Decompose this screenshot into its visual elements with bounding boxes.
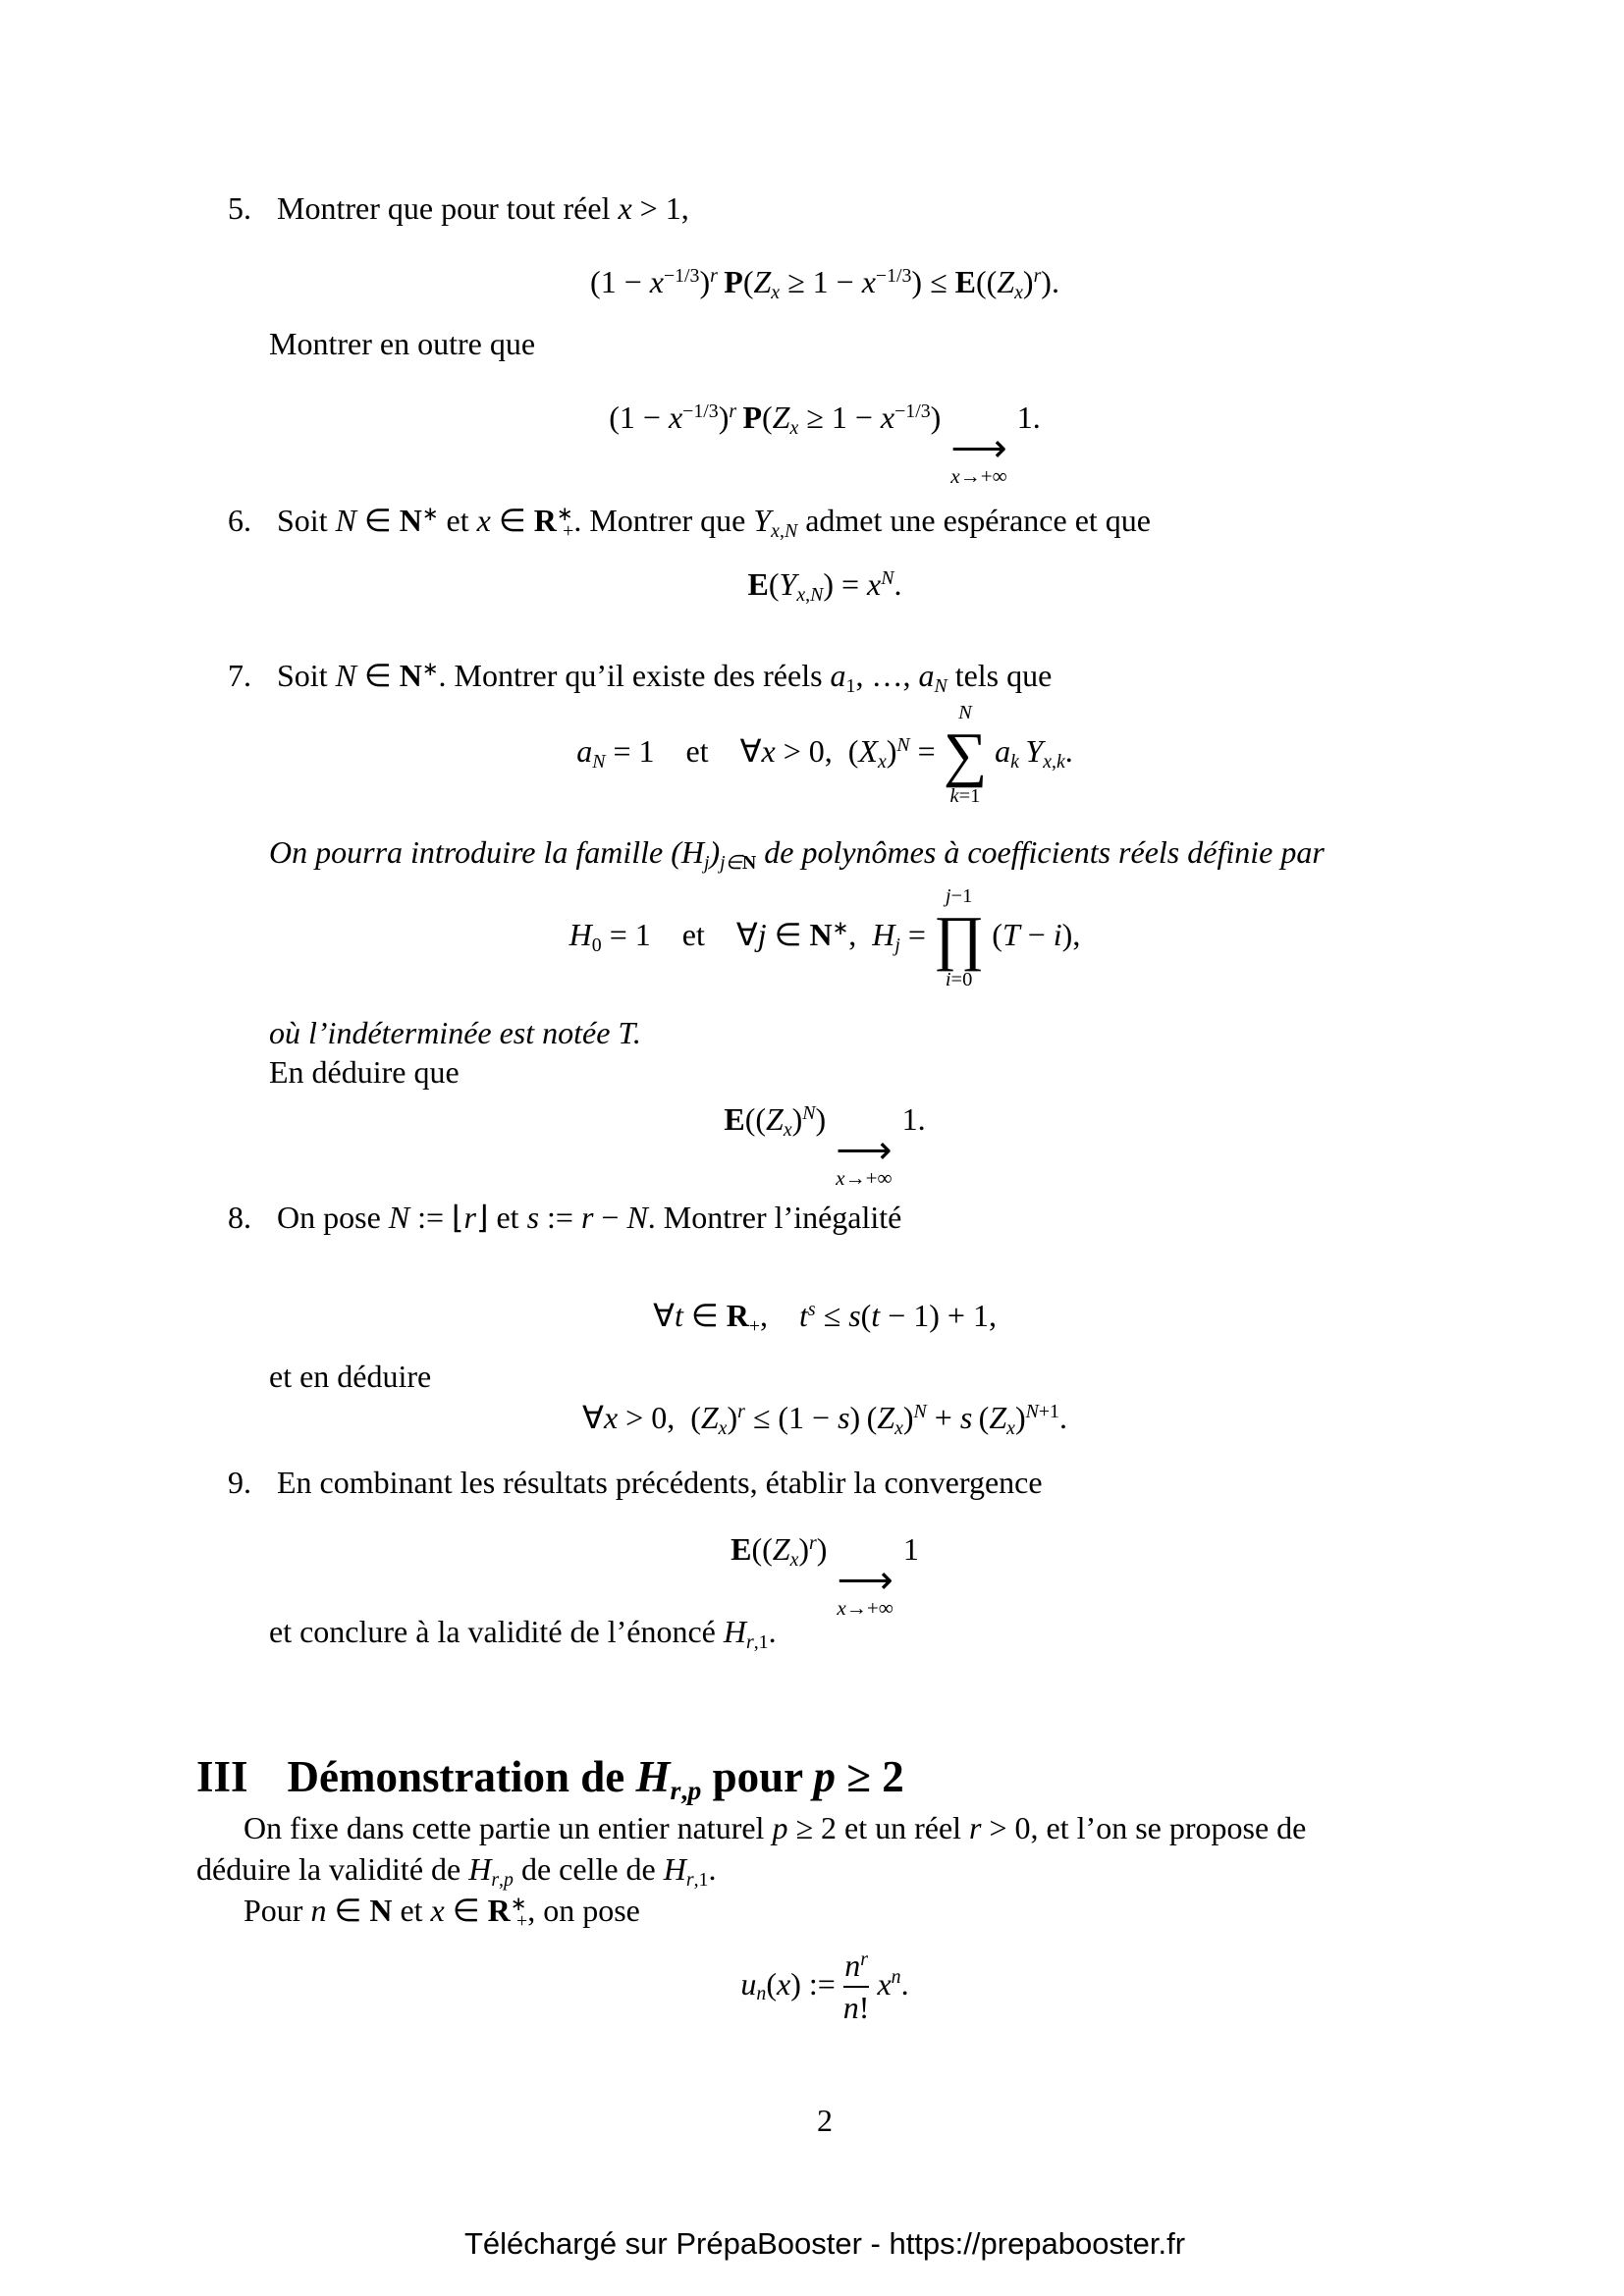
equation-7-2-lhs: $H_0 = 1$ et ∀j ∈ N∗, $H_j$ = [568,917,926,956]
equation-5-2-rhs: 1. [1016,400,1041,435]
equation-un [196,1949,1453,2025]
page-number: 2 [817,2103,833,2138]
item-9-number: 9. [228,1465,251,1500]
item-6-number: 6. [228,503,251,538]
long-arrow-icon: ⟶ [837,1557,893,1602]
equation-7-2 [196,885,1453,990]
product-upper-limit: j−1 [945,885,973,907]
item-6 [228,501,1151,540]
long-arrow-icon: ⟶ [836,1127,893,1172]
item-9 [228,1463,1043,1502]
item-8-number: 8. [228,1200,251,1235]
equation-7-1-lhs: $a_N = 1$ et ∀x > 0, $(X_x)^N$ = [576,733,936,773]
section-title: Démonstration de $H_{r,p}$ pour p ≥ 2 [287,1752,904,1806]
equation-7-1 [196,702,1453,807]
sum-lower-limit: k=1 [949,784,981,807]
equation-5-2-lhs: $(1 - x^{-1/3})^r$ $P(Z_x \ge 1 - x^{-1/3})$ [609,400,942,439]
section-paragraph-line-3: Pour n ∈ N et x ∈ $R^∗_+$, on pose [244,1893,640,1932]
section-number: III [196,1752,248,1801]
limit-arrow-subscript: x→+∞ [950,463,1007,488]
equation-un-rhs: $x^n$. [877,1965,909,2002]
item-9-text: En combinant les résultats précédents, établir la convergence [277,1465,1043,1500]
equation-5-1: $(1 - x^{-1/3})^r$ $P(Z_x \ge 1 - x^{-1/3}) \le E((Z_x)^r)$. [590,264,1059,303]
equation-7-1-rhs: $a_k$ $Y_{x,k}$. [995,733,1073,773]
product-lower-limit: i=0 [945,968,973,990]
product-icon: ∏ [933,903,985,972]
limit-arrow [837,1557,893,1620]
limit-arrow [950,425,1007,488]
limit-arrow-subscript: x→+∞ [837,1595,893,1620]
equation-9-1 [196,1529,1453,1619]
item-7 [228,656,1052,695]
equation-8-2: ∀x > 0, $(Z_x)^r \le (1 - s) (Z_x)^N + s$ $(Z_x)^{N+1}$. [582,1400,1067,1439]
product-operator [934,885,984,990]
item-7-number: 7. [228,658,251,693]
long-arrow-icon: ⟶ [950,425,1007,470]
item-8 [228,1198,901,1237]
item-5-number: 5. [228,190,251,226]
item-7-text-2: où l’indéterminée est notée T. [269,1015,641,1050]
fraction-numerator: $n^r$ [844,1948,868,1983]
limit-arrow-subscript: x→+∞ [836,1165,893,1190]
section-paragraph-line-2: déduire la validité de $H_{r,p}$ de celle de $H_{r,1}$. [196,1851,717,1891]
sum-upper-limit: N [958,702,972,723]
item-7-text-3: En déduire que [269,1054,460,1090]
item-5-text-2: Montrer en outre que [269,326,536,361]
item-8-text: On pose N := ⌊r⌋ et s := r − N. Montrer l’inégalité [277,1200,902,1235]
sum-icon: ∑ [943,720,988,788]
item-8-text-2: et en déduire [269,1359,432,1394]
footer-credit: Téléchargé sur PrépaBooster - https://prepabooster.fr [463,2226,1186,2261]
item-7-text: Soit N ∈ N∗. Montrer qu’il existe des réels $a_1$, …, $a_N$ tels que [277,658,1053,697]
equation-7-3 [196,1099,1453,1189]
equation-un-lhs: $u_n(x)$ := [740,1965,836,2005]
section-heading [196,1749,904,1804]
equation-9-1-lhs: $E((Z_x)^r)$ [731,1531,828,1571]
equation-7-3-rhs: 1. [901,1101,926,1137]
equation-6-1: $E(Y_{x,N}) = x^N$. [747,566,902,606]
equation-7-3-lhs: $E((Z_x)^N)$ [724,1101,827,1141]
item-5-text: Montrer que pour tout réel x > 1, [277,190,689,226]
fraction-bar [843,1986,870,1988]
fraction [843,1949,870,2025]
section-paragraph-line-1: On fixe dans cette partie un entier naturel p ≥ 2 et un réel r > 0, et l’on se propose de [244,1810,1307,1845]
item-6-text: Soit N ∈ N∗ et x ∈ $R^∗_+$. Montrer que $Y_{x,N}$ admet une espérance et que [277,503,1151,542]
item-7-hint: On pourra introduire la famille $(H_j)_{j\in N}$ de polynômes à coefficients réels définie par [269,834,1325,874]
item-9-text-2: et conclure à la validité de l’énoncé $H_{r,1}$. [269,1614,777,1653]
limit-arrow [836,1127,893,1190]
sum-operator [944,702,987,807]
fraction-denominator: n! [842,1990,870,2026]
equation-9-1-rhs: 1 [902,1531,919,1567]
equation-8-1: ∀t ∈ $R_+$, $t^s \le s(t - 1) + 1$, [653,1298,997,1337]
equation-7-2-rhs: (T − i), [992,917,1081,953]
equation-5-2 [196,398,1453,487]
item-5 [228,188,689,228]
